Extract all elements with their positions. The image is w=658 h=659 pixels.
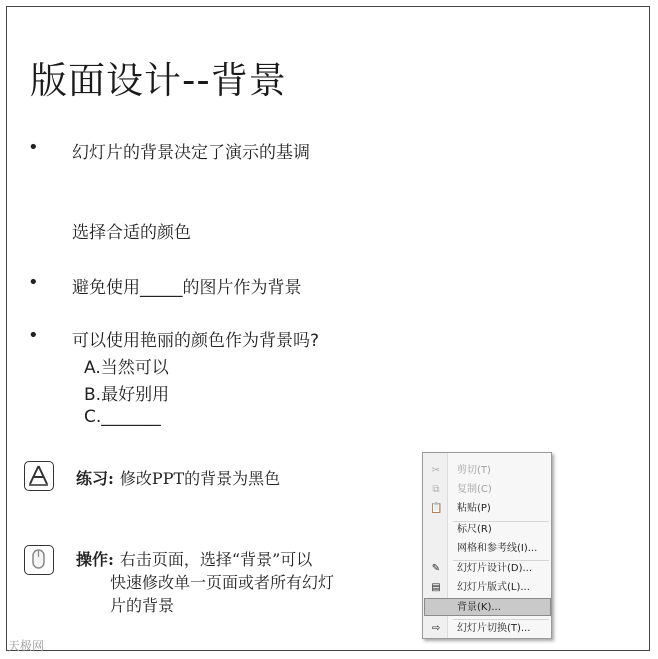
bullet-text-3: 可以使用艳丽的颜色作为背景吗? <box>72 331 320 351</box>
menu-item-slide-transition[interactable]: ⇨ 幻灯片切换(T)... <box>431 623 531 634</box>
slide-title: 版面设计--背景 <box>30 59 287 102</box>
menu-item-paste[interactable]: 📋 粘贴(P) <box>430 503 491 514</box>
menu-item-slide-layout[interactable]: ▤ 幻灯片版式(L)... <box>431 582 530 593</box>
exercise-note <box>76 467 280 490</box>
menu-item-grid-guides[interactable]: 网格和参考线(I)... <box>457 543 538 554</box>
bullet-marker: • <box>28 325 39 346</box>
operation-text-1: 右击页面，选择“背景”可以 <box>119 550 313 569</box>
scissors-icon: ✂ <box>431 465 441 476</box>
bullet-marker: • <box>28 272 39 293</box>
bullet-marker: • <box>28 137 39 158</box>
menu-item-cut[interactable]: ✂ 剪切(T) <box>431 465 491 476</box>
mouse-icon <box>24 545 54 575</box>
bullet-text-1: 幻灯片的背景决定了演示的基调 <box>72 143 310 163</box>
menu-item-ruler[interactable]: 标尺(R) <box>457 524 492 535</box>
slide-transition-icon: ⇨ <box>431 623 441 634</box>
option-a: A.当然可以 <box>84 358 169 378</box>
slide-design-icon: ✎ <box>431 563 441 574</box>
menu-item-slide-design[interactable]: ✎ 幻灯片设计(D)... <box>431 563 533 574</box>
menu-item-copy[interactable]: ⧉ 复制(C) <box>424 481 551 499</box>
operation-text-3: 片的背景 <box>110 596 175 615</box>
operation-note <box>76 548 334 617</box>
copy-icon: ⧉ <box>432 484 440 495</box>
exercise-icon <box>24 461 54 491</box>
menu-item-background[interactable]: 背景(K)... <box>424 598 551 616</box>
bullet-text-2: 避免使用_____的图片作为背景 <box>72 278 302 298</box>
exercise-text: 修改PPT的背景为黑色 <box>119 469 281 488</box>
operation-text-2: 快速修改单一页面或者所有幻灯 <box>110 573 335 592</box>
context-menu <box>422 452 552 639</box>
option-b: B.最好别用 <box>84 385 170 405</box>
exercise-label: 练习: <box>76 469 114 488</box>
operation-label: 操作: <box>76 550 114 569</box>
slide-layout-icon: ▤ <box>431 582 441 593</box>
option-c: C._______ <box>84 407 161 427</box>
watermark: 天极网 <box>8 639 45 653</box>
bullet-subtext-1: 选择合适的颜色 <box>72 223 191 243</box>
paste-icon: 📋 <box>430 503 443 514</box>
